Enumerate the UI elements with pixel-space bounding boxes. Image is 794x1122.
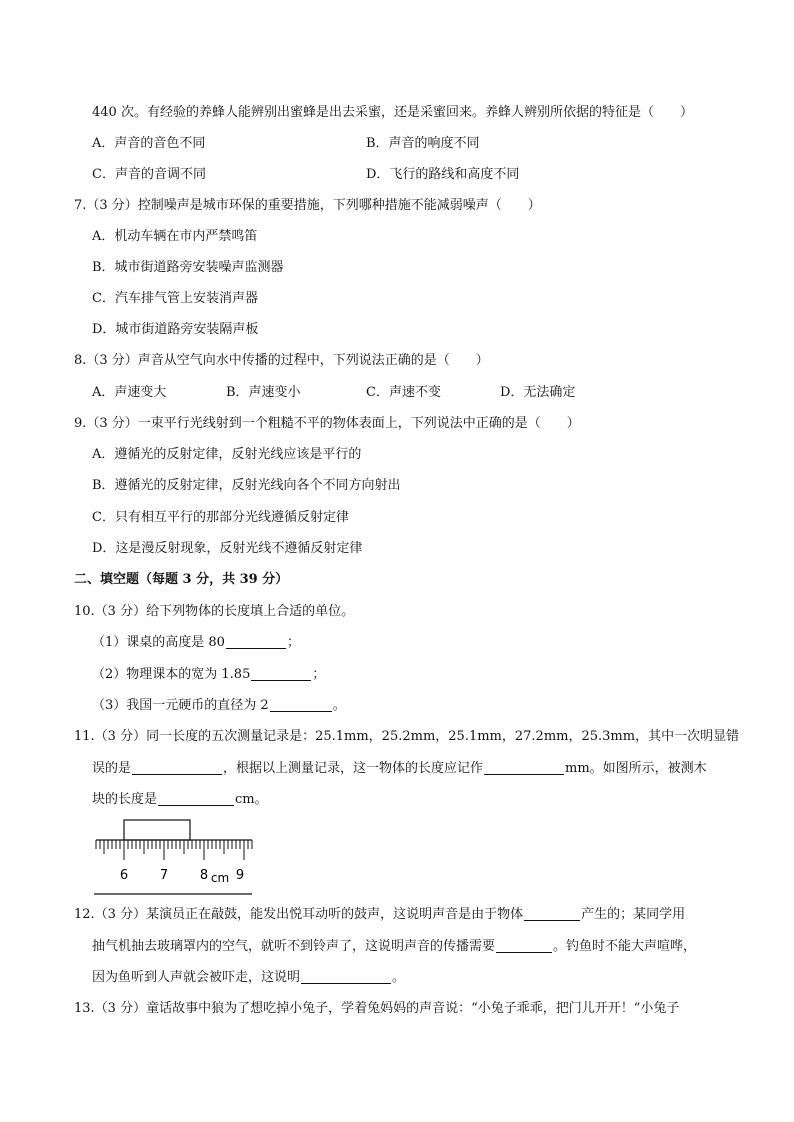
q11-blank-3[interactable] [158,791,234,806]
q10-part-3-end: 。 [332,698,346,713]
q10-part-2-end: ； [312,667,326,682]
q12-line-3 [92,969,405,987]
q12-blank-1[interactable] [524,906,580,921]
section-heading-fill-in: 二、填空题（每题 3 分，共 39 分） [74,572,289,587]
q7-option-d: D．城市街道路旁安装隔声板 [92,322,259,337]
q8-option-c: C．声速不变 [366,385,441,400]
q10-part-3-text: （3）我国一元硬币的直径为 2 [92,698,269,713]
q9-option-b: B．遵循光的反射定律，反射光线向各个不同方向射出 [92,478,401,493]
q11-line-3-text-b: cm。 [235,792,268,807]
q8-option-b: B．声速变小 [226,385,301,400]
q6-continuation: 440 次。有经验的养蜂人能辨别出蜜蜂是出去采蜜，还是采蜜回来。养蜂人辨别所依据的特征是（ ） [92,105,693,120]
q9-option-d: D．这是漫反射现象，反射光线不遵循反射定律 [92,541,363,556]
q11-line-2 [92,760,707,778]
q13-line-1: 13.（3 分）童话故事中狼为了想吃掉小兔子，学着兔妈妈的声音说：“小兔子乖乖，把门儿开开！”小兔子 [74,1001,680,1016]
ruler-ticks [96,840,252,860]
q6-option-a: A．声音的音色不同 [92,136,206,151]
q11-blank-1[interactable] [132,760,222,775]
q9-stem: 9.（3 分）一束平行光线射到一个粗糙不平的物体表面上，下列说法中正确的是（ ） [74,416,580,431]
q9-option-a: A．遵循光的反射定律，反射光线应该是平行的 [92,447,362,462]
q12-line-2 [92,938,696,956]
q8-option-d: D．无法确定 [500,385,576,400]
q9-option-c: C．只有相互平行的那部分光线遵循反射定律 [92,510,349,525]
q12-line-3-text-b: 。 [392,970,406,985]
q11-line-3 [92,791,268,809]
q10-part-1-end: ； [286,635,300,650]
q12-line-1 [74,906,685,924]
q10-part-3 [92,697,346,715]
q12-line-2-text-a: 抽气机抽去玻璃罩内的空气，就听不到铃声了，这说明声音的传播需要 [92,939,496,954]
q7-option-c: C．汽车排气管上安装消声器 [92,291,258,306]
q6-option-b: B．声音的响度不同 [366,136,480,151]
q11-line-1: 11.（3 分）同一长度的五次测量记录是：25.1mm，25.2mm，25.1mm，27.2mm，25.3mm，其中一次明显错 [74,729,740,744]
q10-blank-2[interactable] [251,666,311,681]
wood-block [124,820,190,840]
q12-line-1-text-b: 产生的；某同学用 [581,907,686,922]
q8-option-a: A．声速变大 [92,385,167,400]
q10-part-2-text: （2）物理课本的宽为 1.85 [92,667,251,682]
q10-part-1-text: （1）课桌的高度是 80 [92,635,225,650]
q6-option-d: D．飞行的路线和高度不同 [366,167,520,182]
q10-blank-1[interactable] [226,634,286,649]
q10-part-1 [92,634,300,652]
ruler-figure [90,814,260,900]
q12-blank-2[interactable] [496,938,552,953]
q7-stem: 7.（3 分）控制噪声是城市环保的重要措施，下列哪种措施不能减弱噪声（ ） [74,198,541,213]
q11-blank-2[interactable] [484,760,564,775]
q6-option-c: C．声音的音调不同 [92,167,206,182]
ruler-label-6: 6 [119,868,129,883]
q11-line-3-text-a: 块的长度是 [92,792,158,807]
ruler-label-7: 7 [159,868,169,883]
q12-line-2-text-b: 。钓鱼时不能大声喧哗， [553,939,697,954]
ruler-unit: cm [210,871,230,885]
q10-stem: 10.（3 分）给下列物体的长度填上合适的单位。 [74,604,355,619]
q10-blank-3[interactable] [270,697,332,712]
ruler-label-9: 9 [235,868,245,883]
q7-option-a: A．机动车辆在市内严禁鸣笛 [92,229,258,244]
ruler-label-8: 8 [199,868,209,883]
q12-line-3-text-a: 因为鱼听到人声就会被吓走，这说明 [92,970,301,985]
q11-line-2-text-a: 误的是 [92,761,132,776]
q11-line-2-text-c: mm。如图所示，被测木 [565,761,707,776]
q11-line-2-text-b: ，根据以上测量记录，这一物体的长度应记作 [223,761,484,776]
q10-part-2 [92,666,325,684]
q12-line-1-text-a: 12.（3 分）某演员正在敲鼓，能发出悦耳动听的鼓声，这说明声音是由于物体 [74,907,524,922]
q7-option-b: B．城市街道路旁安装噪声监测器 [92,260,284,275]
q8-stem: 8.（3 分）声音从空气向水中传播的过程中，下列说法正确的是（ ） [74,353,489,368]
q12-blank-3[interactable] [301,969,391,984]
